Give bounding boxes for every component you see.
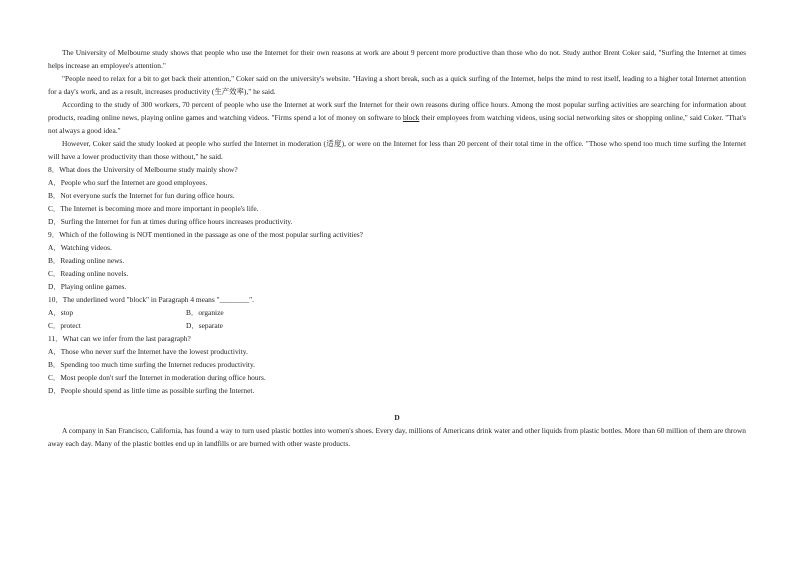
section-d-paragraph: A company in San Francisco, California, has found a way to turn used plastic bottles into women's shoes. Every day, millions of Americans drink water and other liquids from plastic bottles. More than 60 million of them are thrown away each day. Many of the plastic bottles end up in landfills or are burned with other waste products. — [48, 426, 746, 448]
paragraph-4: However, Coker said the study looked at people who surfed the Internet in moderation (适度), or were on the Internet for less than 20 percent of their total time in the office. "Those who spend too much time surfing the Internet will have a lower productivity than those without," he said. — [48, 139, 746, 161]
question-11 — [48, 332, 746, 397]
option-b: B．Reading online news. — [48, 256, 125, 265]
paragraph-3-before: According to the study of 300 workers, 70 percent of people who use the Internet at work surf the Internet for their own reasons during office hours. Among the most popular surfing activities are searching for information about products, reading online news, playing online games and watching videos. "Firms spend a lot of money on software to — [48, 100, 746, 122]
option-d: D．People should spend as little time as possible surfing the Internet. — [48, 386, 255, 395]
question-stem: 8．What does the University of Melbourne study mainly show? — [48, 165, 238, 174]
option-a: A．stop — [48, 308, 74, 317]
option-d: D．Playing online games. — [48, 282, 127, 291]
option-d: D．Surfing the Internet for fun at times during office hours increases productivity. — [48, 217, 293, 226]
option-a: A．Those who never surf the Internet have the lowest productivity. — [48, 347, 248, 356]
underlined-word-block: block — [402, 113, 420, 122]
section-d-title: D — [394, 413, 400, 422]
section-gap — [48, 397, 746, 411]
paragraph-2: "People need to relax for a bit to get back their attention," Coker said on the university's website. "Having a short break, such as a quick surfing of the Internet, helps the mind to rest itself, leading to a higher total Internet attention for a day's work, and as a result, increases productivity (生产效率)," he said. — [48, 74, 746, 96]
option-a: A．Watching videos. — [48, 243, 112, 252]
option-a: A．People who surf the Internet are good employees. — [48, 178, 208, 187]
option-b: B．Spending too much time surfing the Internet reduces productivity. — [48, 360, 256, 369]
question-stem: 11．What can we infer from the last paragraph? — [48, 334, 191, 343]
option-b: B．organize — [186, 308, 224, 317]
paragraph-3-after: their employees from watching videos, using social networking sites or shopping online," said Coker. "That's not always a good idea." — [48, 113, 746, 135]
paragraph-1: The University of Melbourne study shows that people who use the Internet for their own reasons at work are about 9 percent more productive than those who do not. Study author Brent Coker said, "Surfing the Internet at times helps increase an employee's attention." — [48, 48, 746, 70]
question-stem: 9．Which of the following is NOT mentioned in the passage as one of the most popular surfing activities? — [48, 230, 363, 239]
option-c: C．protect — [48, 321, 81, 330]
question-10 — [48, 293, 746, 332]
option-d: D．separate — [186, 321, 223, 330]
paragraph-3 — [48, 98, 746, 137]
question-9 — [48, 228, 746, 293]
document-page — [48, 46, 746, 450]
question-stem: 10．The underlined word "block" in Paragraph 4 means "________". — [48, 295, 255, 304]
question-8 — [48, 163, 746, 228]
option-c: C．Most people don't surf the Internet in moderation during office hours. — [48, 373, 266, 382]
option-row-2 — [48, 319, 746, 332]
option-c: C．The Internet is becoming more and more important in people's life. — [48, 204, 259, 213]
option-b: B．Not everyone surfs the Internet for fun during office hours. — [48, 191, 235, 200]
option-c: C．Reading online novels. — [48, 269, 129, 278]
option-row-1 — [48, 306, 746, 319]
